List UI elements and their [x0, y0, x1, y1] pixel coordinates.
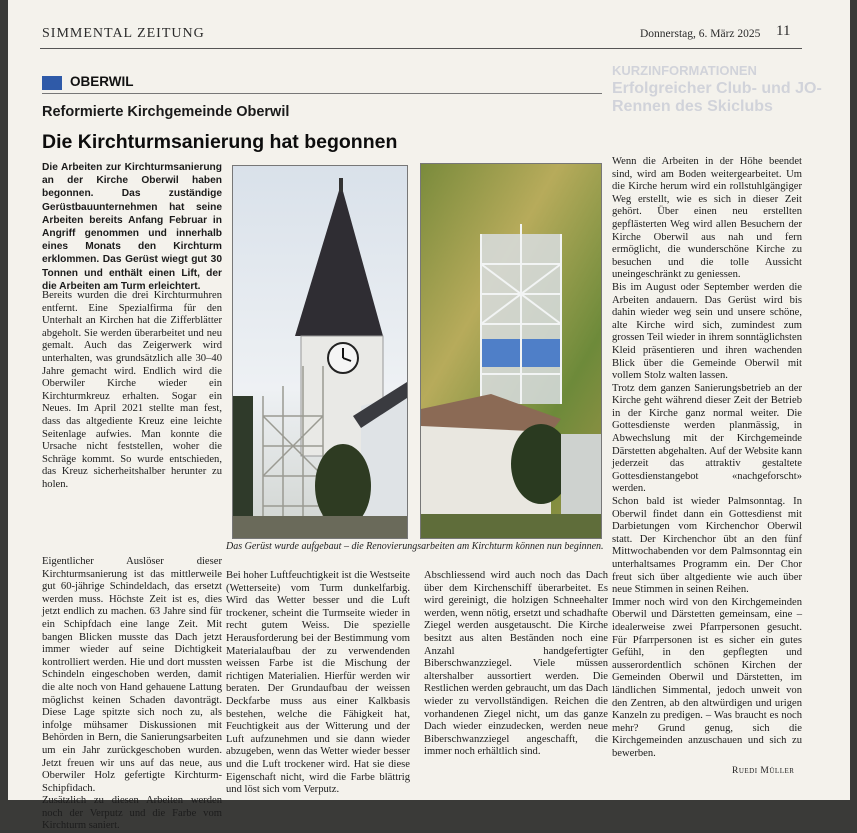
paragraph-8: Trotz dem ganzen Sanierungsbetrieb an der Kirche geht während dieser Zeit der Betrieb in der Kirche ganz normal weiter. Die Gottesdienste werden planmässig, in Abwechslung mit der Kirchgemeinde Därstetten abgehalten. Auf der Website kann jederzeit das attraktiv gestaltete Gottesdienstangebot «nachgeforscht» werden.	[612, 382, 802, 495]
column-1	[42, 290, 222, 492]
column-4	[612, 156, 802, 761]
church-tower-photo	[232, 165, 408, 539]
scaffold-photo	[420, 163, 602, 539]
paragraph-6: Wenn die Arbeiten in der Höhe beendet sind, wird am Boden weitergearbeitet. Um die Kirche herum wird ein rollstuhlgängiger Weg erstellt, wie es sich in dieser Zeit gehört. Über einen neu erstellten gepflästerten Weg wird allen Besuchern der Kirche Oberwil aus nah und fern ermöglicht, die wunderschöne Kirche zu besuchen und die tolle Aussicht uneingeschränkt zu geniessen.	[612, 156, 802, 281]
article-author: Ruedi Müller	[732, 766, 795, 776]
issue-date: Donnerstag, 6. März 2025	[640, 28, 761, 40]
masthead-rule	[40, 48, 802, 49]
article-kicker: Reformierte Kirchgemeinde Oberwil	[42, 104, 290, 120]
paragraph-7: Bis im August oder September werden die Arbeiten andauern. Das Gerüst wird bis dahin wieder weg sein und unsere schöne, alte Kirche wird sich, zumindest zum grossen Teil wieder in ihrem sonntäglichsten Kleid präsentieren und ihren wachenden Blick über die Gemeinde Oberwil mit vollem Stolz walten lassen.	[612, 281, 802, 382]
paragraph-1: Bereits wurden die drei Kirchturmuhren entfernt. Eine Spezialfirma für den Unterhalt an Kirchen hat die Zifferblätter abgeholt. Sie werden überarbeitet und neu gemalt. Auch das Zeigerwerk wird unterhalten, was grundsätzlich alle 30–40 Jahre gemacht wird. Endlich wird die Oberwiler Kirche wieder ein Kirchturmkreuz erhalten. Sogar ein Neues. Im April 2021 stellte man fest, dass das altgediente Kreuz eine leichte Seitenlage aufwies. Man konnte die Ursache nicht feststellen, woher die Schräge kommt. So wurde entschieden, das Kreuz sicherheitshalber herunter zu holen.	[42, 290, 222, 490]
paragraph-10: Immer noch wird von den Kirchgemeinden Oberwil und Därstetten gemeinsam, eine – idealerweise zwei Pfarrpersonen gesucht. Für Pfarrpersonen ist es sicher ein gutes Gefühl, in den gepflegten und ausserordentlich schönen Kirchen der Gemeinden Oberwil und Därstetten, im ländlichen Simmental, jedoch unweit von den Zentren, ab den altwürdigen und urigen Kanzeln zu predigen. – Was braucht es noch mehr? Grund genug, sich die Kirchgemeinden anzuschauen und sich zu bewerben.	[612, 596, 802, 759]
paragraph-4: Bei hoher Luftfeuchtigkeit ist die Westseite (Wetterseite) vom Turm dunkelfarbig. Wird das Wetter besser und die Luft trockener, scheint die Turmseite wieder in recht gutem Weiss. Die spezielle Herausforderung bei der Bestimmung vom Materialaufbau der zu verwendenden weissen Farbe ist die Mischung der richtigen Materialien. Hierfür werden wir beraten. Der Grundaufbau der weissen Deckfarbe muss aus einer Kalkbasis bestehen, welche die Fähigkeit hat, Feuchtigkeit aus der Witterung und der Luft aufzunehmen und sie dann wieder abzugeben, wenn das Wetter wieder besser und die Luft trockener wird. Hat sie diese Eigenschaft nicht, wird die Farbe blättrig und löst sich vom Verputz.	[226, 570, 410, 796]
article-lead: Die Arbeiten zur Kirchturmsanierung an der Kirche Oberwil haben begonnen. Das zuständige Gerüstbauunternehmen hat seine Arbeiten bereits Anfang Februar in Angriff genommen und innerhalb eines Monats den Kirchturm erklommen. Das Gerüst wiegt gut 30 Tonnen und enthält einen Lift, der die Arbeiten am Turm erleichtert.	[42, 162, 222, 292]
church-tower-illustration	[233, 166, 407, 538]
newspaper-page	[8, 0, 850, 832]
newspaper-name: SIMMENTAL ZEITUNG	[42, 26, 205, 41]
paragraph-5: Abschliessend wird auch noch das Dach über dem Kirchenschiff überarbeitet. Es wird gereinigt, die holzigen Schneehalter werden, wenn nötig, ersetzt und schadhafte Ziegel werden ausgetauscht. Die Kirche besitzt aus alten Beständen noch eine Anzahl handgefertigter Biberschwanzziegel. Viele müssen altershalber aussortiert werden. Die Restlichen werden gebraucht, um das Dach wieder zu vervollständigen. Reichen die vorhandenen Ziegel nicht, um das ganze Dach wieder einzudecken, werden neue Biberschwanzziegel angeschafft, die immer noch erhältlich sind.	[424, 570, 608, 758]
paragraph-2: Eigentlicher Auslöser dieser Kirchturmsanierung ist das mittlerweile gut 60-jährige Schindeldach, das ersetzt werden muss. Höchste Zeit ist es, dies jetzt endlich zu machen. 63 Jahre sind für ein Schipfdach eine lange Zeit. Mit bangen Blicken musste das Dach jetzt immer wieder auf seine Dichtigkeit kontrolliert werden. Hie und dort mussten Schindeln eingeschoben werden, damit die alte noch von Hand gehauene Lattung möglichst keinen Schaden davonträgt. Diese Lage spitzte sich noch zu, als infolge mühsamer Diskussionen mit Behörden in Bern, die Sanierungsarbeiten um ein Jahr zurückgeschoben wurden. Jetzt freuen wir uns auf das neue, aus Oberwiler Holz gefertigte Kirchturm-Schipfidach.	[42, 556, 222, 794]
section-label: OBERWIL	[70, 74, 134, 89]
paragraph-3: Zusätzlich zu diesen Arbeiten werden noch der Verputz und die Farbe vom Kirchturm saniert.	[42, 795, 222, 832]
column-2	[226, 570, 410, 797]
section-marker	[42, 76, 62, 90]
paragraph-9: Schon bald ist wieder Palmsonntag. In Oberwil findet dann ein Gottesdienst mit Darbietungen vom Kirchenchor Oberwil statt. Der Kirchenchor übt an den fünf Mittwochabenden vor dem Palmsonntag ein unterhaltsames Programm ein. Der Chor freut sich über altgediente wie auch über neue Stimmen in seinen Reihen.	[612, 496, 802, 596]
scaffold-illustration	[421, 164, 601, 538]
column-3	[424, 570, 608, 759]
bleed-through-line-1: KURZINFORMATIONEN	[612, 63, 757, 78]
photo-caption: Das Gerüst wurde aufgebaut – die Renovierungsarbeiten am Kirchturm können nun beginnen.	[226, 541, 604, 552]
bleed-through-text	[612, 62, 852, 122]
article-headline: Die Kirchturmsanierung hat begonnen	[42, 131, 398, 153]
section-rule	[42, 93, 602, 94]
page-number: 11	[776, 23, 791, 39]
column-1-lower	[42, 556, 222, 833]
bleed-through-line-2: Erfolgreicher Club- und JO-Rennen des Skiclubs	[612, 80, 822, 115]
